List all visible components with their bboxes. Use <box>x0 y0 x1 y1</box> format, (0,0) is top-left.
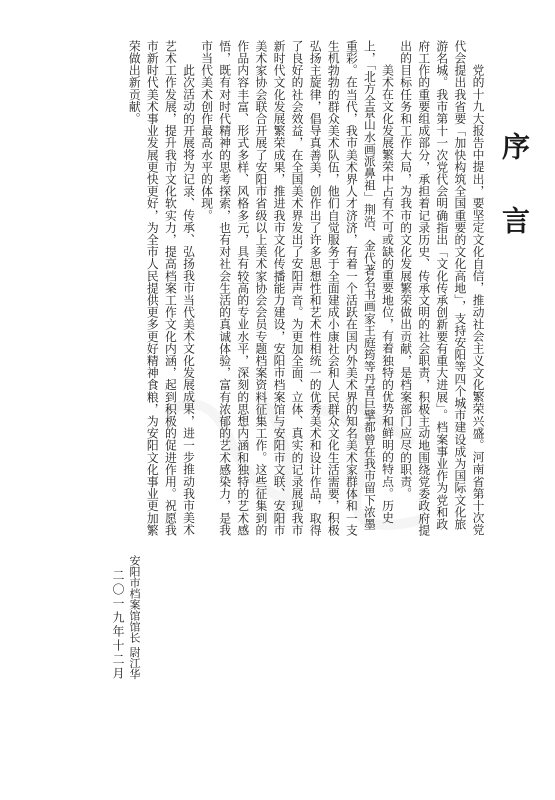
signature-block <box>92 555 142 785</box>
paragraph-3: 此次活动的开展将为记录、传承、弘扬我市当代美术文化发展成果，进一步推动我市美术艺术工作发展，提升我市文化软实力，提高档案工作文化内涵，起到积极的促进作用。祝愿我市新时代美术事业发展更快更好，为全市人民提供更多更好精神食粮，为安阳文化事业更加繁荣做出新贡献。 <box>127 40 196 537</box>
signature-date: 二〇一九年十二月 <box>111 569 125 681</box>
page-title: 序 言 <box>498 132 531 252</box>
preface-body <box>107 40 487 540</box>
signature-name: 安阳市档案馆馆长 尉江华 <box>128 555 141 680</box>
paragraph-2: 美术在文化发展繁荣中占有不可或缺的重要地位，有着独特的优势和鲜明的特点。历史上，「北方全景山水画派鼻祖」荆浩、金代著名书画家王庭筠等丹青巨擘都曾在我市留下浓墨重彩。在当代，我市美术界人才济济，有着一个活跃在国内外美术界的知名美术家群体和一支生机勃勃的群众美术队伍，他们自觉服务于全面建成小康社会和人民群众文化生活需要，积极弘扬主旋律，倡导真善美，创作出了许多思想性和艺术性相统一的优秀美术和设计作品，取得了良好的社会效益，在全国美术界发出了安阳声音。为更加全面、立体、真实的记录展现我市新时代文化发展繁荣成果，推进我市文化传播能力建设，安阳市档案馆与安阳市文联、安阳市美术家协会联合开展了安阳市省级以上美术家协会会员专题档案资料征集工作。这些征集到的作品内容丰富、形式多样、风格多元，具有较高的专业水平，深刻的思想内涵和独特的艺术感悟，既有对时代精神的思考探索，也有对社会生活的真诚体验，富有浓郁的艺术感染力，是我市当代美术创作最高水平的体现。 <box>199 40 395 537</box>
paragraph-1: 党的十九大报告中提出，要坚定文化自信，推动社会主义文化繁荣兴盛。河南省第十次党代会提出我省要「加快构筑全国重要的文化高地」，支持安阳等四个城市建设成为国际文化旅游名城。我市第十一次党代会明确指出「文化传承创新要有重大进展」。档案事业作为党和政府工作的重要组成部分，承担着记录历史、传承文明的社会职责，积极主动地围绕党委政府提出的目标任务和工作大局，为我市的文化发展繁荣做出贡献，是档案部门应尽的职责。 <box>398 40 485 537</box>
